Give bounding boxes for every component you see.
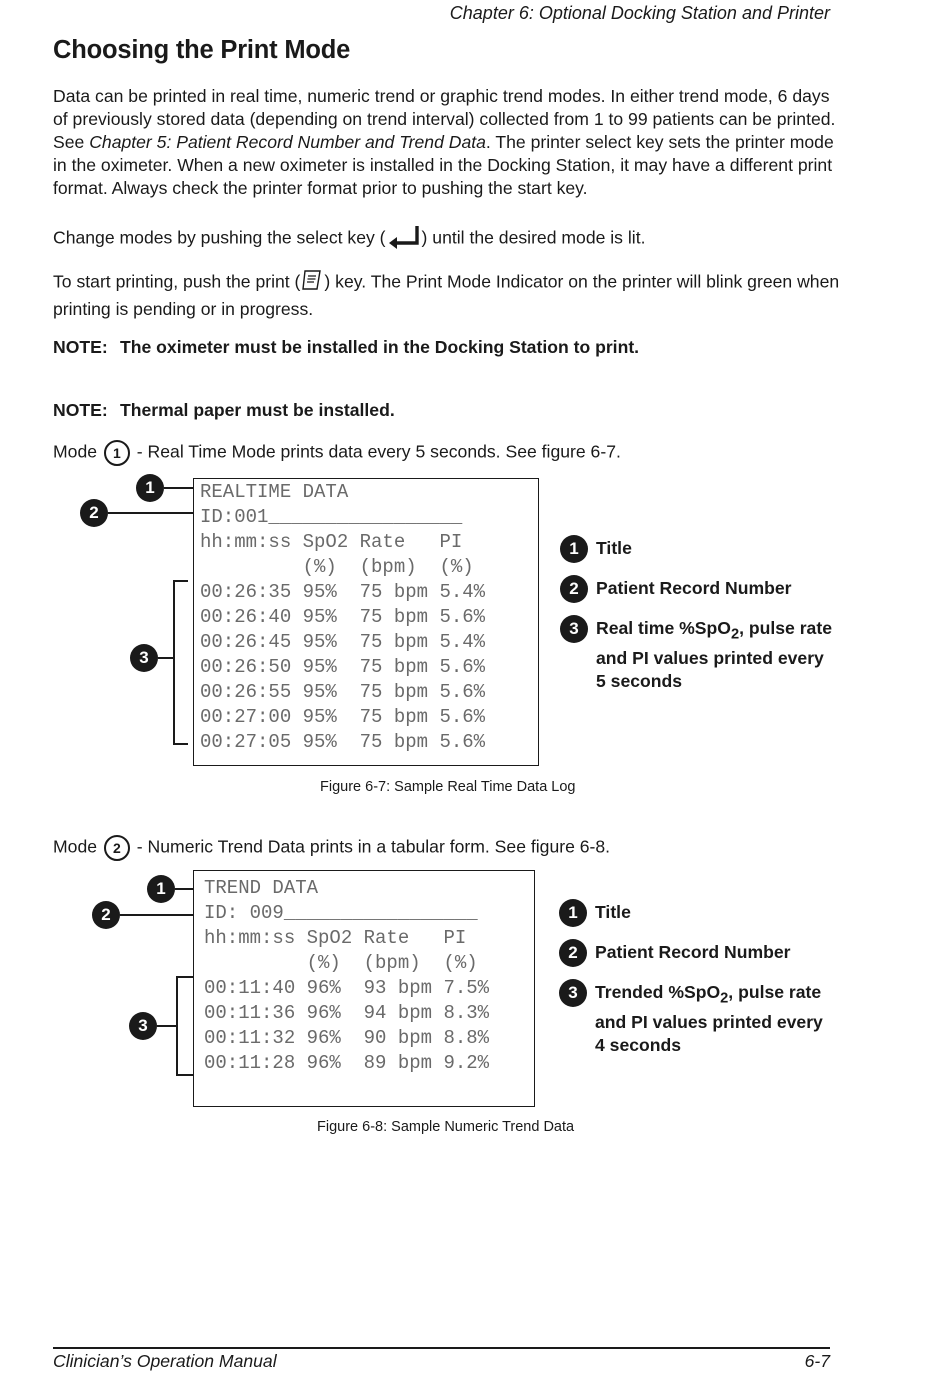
intro-text-a: Data can be printed in real time, numeric trend or graphic trend modes. In either trend mode, 6 days of previously stored data (depending on trend interval) collected from 1 to 99 patients can be printed. See — [53, 86, 836, 152]
bracket-line — [176, 976, 178, 1075]
note-label: NOTE: — [53, 400, 108, 420]
log-line: 00:27:05 95% 75 bpm 5.6% — [200, 731, 486, 753]
bracket-line — [173, 743, 188, 745]
legend-badge: 1 — [559, 899, 587, 927]
bracket-line — [176, 976, 193, 978]
log-line: (%) (bpm) (%) — [200, 556, 474, 578]
callout-3: 3 — [129, 1012, 157, 1040]
footer-rule — [53, 1347, 830, 1349]
legend-item-title — [559, 901, 839, 925]
legend-badge: 3 — [559, 979, 587, 1007]
leader-line — [120, 914, 193, 916]
note-text: The oximeter must be installed in the Docking Station to print. — [120, 337, 640, 357]
figure-caption: Figure 6-7: Sample Real Time Data Log — [320, 779, 576, 795]
start-printing-after: ) key. The Print Mode Indicator on the printer will blink green when printing is pending or in progress. — [53, 271, 840, 319]
mode-number-circle: 1 — [104, 440, 130, 466]
legend-text: Real time %SpO$_2$, pulse rate and PI values printed every 5 seconds — [596, 618, 832, 691]
leader-line — [157, 1025, 177, 1027]
leader-line — [108, 512, 193, 514]
mode-description: - Numeric Trend Data prints in a tabular form. See figure 6-8. — [136, 836, 611, 857]
page-title: Choosing the Print Mode — [53, 36, 351, 64]
log-line: 00:11:28 96% 89 bpm 9.2% — [204, 1052, 490, 1074]
log-line: 00:11:40 96% 93 bpm 7.5% — [204, 977, 490, 999]
legend-item-values — [560, 617, 840, 689]
callout-2: 2 — [80, 499, 108, 527]
enter-key-icon — [386, 223, 422, 255]
note-text: Thermal paper must be installed. — [120, 400, 395, 420]
leader-line — [158, 657, 174, 659]
intro-text-b: . The printer select key sets the printer mode in the oximeter. When a new oximeter is installed in the Docking Station, it may have a different print format. Always check the printer format prior to pushing the start key. — [53, 132, 834, 198]
callout-1: 1 — [147, 875, 175, 903]
legend-badge: 2 — [560, 575, 588, 603]
mode2-heading — [53, 835, 843, 861]
change-modes-paragraph — [53, 223, 843, 255]
legend-text: Trended %SpO$_2$, pulse rate and PI values printed every 4 seconds — [595, 982, 823, 1055]
legend-item-record-number — [560, 577, 840, 601]
callout-3: 3 — [130, 644, 158, 672]
mode-prefix: Mode — [53, 836, 98, 857]
note-label: NOTE: — [53, 337, 108, 357]
realtime-data-log — [193, 478, 539, 766]
note-thermal-paper — [53, 400, 395, 421]
log-line: ID: 009_________________ — [204, 902, 478, 924]
bracket-line — [173, 580, 175, 744]
start-printing-before: To start printing, push the print ( — [53, 271, 301, 292]
legend-badge: 3 — [560, 615, 588, 643]
mode-number-circle: 2 — [104, 835, 130, 861]
log-line: 00:11:36 96% 94 bpm 8.3% — [204, 1002, 490, 1024]
log-line: 00:26:45 95% 75 bpm 5.4% — [200, 631, 486, 653]
legend-item-title — [560, 537, 840, 561]
legend-item-values — [559, 981, 839, 1053]
legend-text: Title — [596, 538, 632, 558]
log-line: hh:mm:ss SpO2 Rate PI — [200, 531, 463, 553]
log-line: hh:mm:ss SpO2 Rate PI — [204, 927, 467, 949]
legend-item-record-number — [559, 941, 839, 965]
leader-line — [175, 888, 193, 890]
callout-1: 1 — [136, 474, 164, 502]
footer-manual-title: Clinician’s Operation Manual — [53, 1351, 277, 1371]
mode1-heading — [53, 440, 843, 466]
change-modes-before: Change modes by pushing the select key ( — [53, 227, 386, 248]
log-line: 00:26:35 95% 75 bpm 5.4% — [200, 581, 486, 603]
log-line: 00:26:40 95% 75 bpm 5.6% — [200, 606, 486, 628]
page-number: 6-7 — [804, 1351, 830, 1371]
legend-badge: 1 — [560, 535, 588, 563]
log-line: ID:001_________________ — [200, 506, 463, 528]
figure-caption: Figure 6-8: Sample Numeric Trend Data — [317, 1119, 575, 1135]
log-line: REALTIME DATA — [200, 481, 349, 503]
log-line: TREND DATA — [204, 877, 319, 899]
leader-line — [164, 487, 193, 489]
log-line: 00:27:00 95% 75 bpm 5.6% — [200, 706, 486, 728]
chapter-reference: Chapter 5: Patient Record Number and Trend Data — [89, 132, 486, 152]
log-line: 00:26:50 95% 75 bpm 5.6% — [200, 656, 486, 678]
note-docking — [53, 337, 639, 358]
print-key-icon — [300, 268, 324, 298]
trend-data-log — [193, 870, 535, 1107]
log-line: (%) (bpm) (%) — [204, 952, 478, 974]
bracket-line — [176, 1074, 193, 1076]
start-printing-paragraph — [53, 268, 843, 321]
callout-2: 2 — [92, 901, 120, 929]
change-modes-after: ) until the desired mode is lit. — [421, 227, 646, 248]
legend-text: Patient Record Number — [596, 578, 792, 598]
intro-paragraph — [53, 85, 843, 200]
mode-prefix: Mode — [53, 441, 98, 462]
log-line: 00:26:55 95% 75 bpm 5.6% — [200, 681, 486, 703]
legend-badge: 2 — [559, 939, 587, 967]
chapter-header: Chapter 6: Optional Docking Station and Printer — [449, 3, 830, 23]
legend-text: Title — [595, 902, 631, 922]
log-line: 00:11:32 96% 90 bpm 8.8% — [204, 1027, 490, 1049]
mode-description: - Real Time Mode prints data every 5 seconds. See figure 6-7. — [136, 441, 621, 462]
legend-text: Patient Record Number — [595, 942, 791, 962]
bracket-line — [173, 580, 188, 582]
